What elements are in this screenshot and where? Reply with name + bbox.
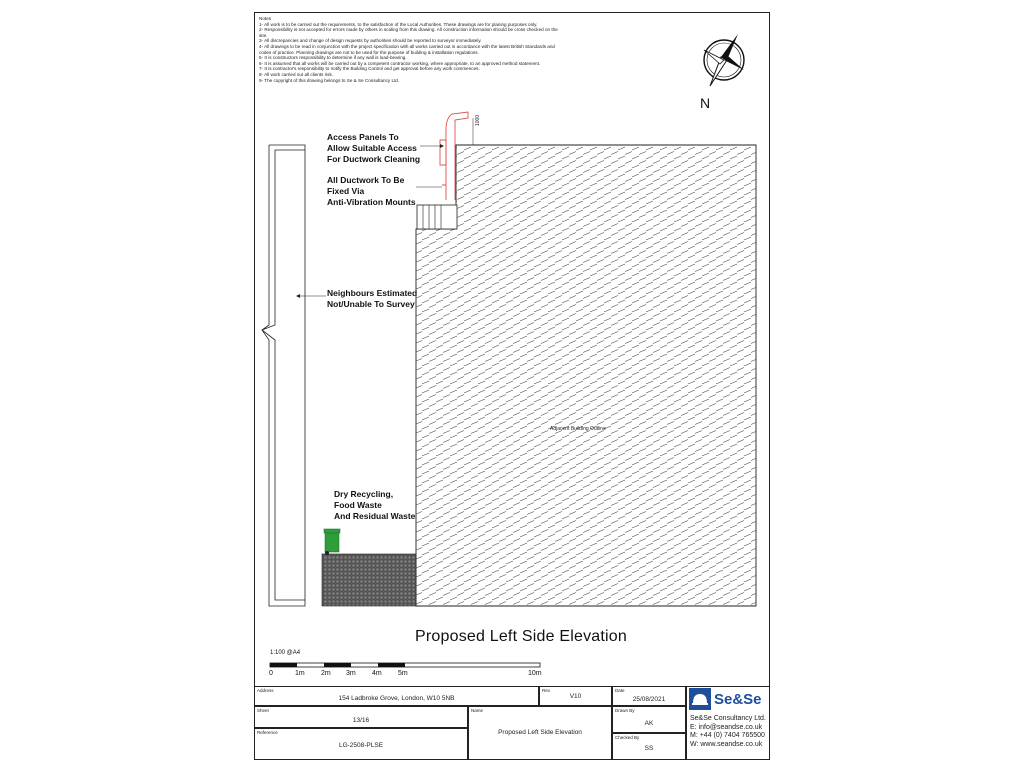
ductwork-note — [327, 175, 416, 208]
reference-label: Reference — [257, 730, 278, 735]
rev-cell — [539, 686, 612, 706]
scale-label: 1:100 @A4 — [270, 650, 301, 656]
note-5: 5- It is constructors responsibility to determine if any wall is load-bearing. — [259, 55, 407, 61]
sheet-value: 13/16 — [352, 717, 370, 724]
hard-hat-icon — [689, 688, 711, 710]
note-3: 3- All discrepancies and change of design requests by authorities should be reported to surveyor immediately. — [259, 38, 482, 44]
date-value: 25/08/2021 — [632, 696, 666, 703]
ductwork-line-3: Anti-Vibration Mounts — [327, 197, 416, 207]
company-email: E: info@seandse.co.uk — [690, 723, 763, 731]
access-panels-line-2: Allow Suitable Access — [327, 143, 417, 153]
scale-tick-3m: 3m — [346, 670, 356, 677]
waste-line-1: Dry Recycling, — [334, 489, 394, 499]
drawn-by-cell — [612, 706, 686, 733]
name-value: Proposed Left Side Elevation — [498, 729, 582, 736]
address-value: 154 Ladbroke Grove, London, W10 5NB — [338, 695, 455, 702]
access-panels-line-1: Access Panels To — [327, 132, 399, 142]
north-label: N — [700, 95, 711, 111]
note-6: 6- It is assumed that all works will be carried out by a competent contractor working, where appropriate, to an approved method statement. — [259, 60, 541, 66]
neighbours-line-2: Not/Unable To Survey — [327, 299, 415, 309]
adjacent-building-label: Adjacent Building Outline — [550, 426, 606, 432]
note-4: 4- All drawings to be read in conjunction with the project specification with all works carried out in accordance with the latest British Standards and codes of practice. Planning drawings are not to be used for the purpose of building & installation regulations. — [259, 43, 555, 55]
drawn-by-label: Drawn By — [615, 708, 635, 713]
company-web: W: www.seandse.co.uk — [690, 740, 763, 748]
drawing-title: Proposed Left Side Elevation — [415, 628, 627, 645]
note-8: 8- All work carried out all clients risk. — [259, 71, 334, 77]
date-label: Date — [615, 688, 625, 693]
company-logo — [689, 688, 762, 710]
note-1: 1- All work is to be carried out the requirements, to the satisfaction of the Local Authorities. These drawings are for planing purposes only. — [259, 21, 538, 27]
sheet-cell — [254, 706, 468, 728]
waste-note — [334, 489, 415, 522]
waste-line-2: Food Waste — [334, 500, 382, 510]
note-9: 9- The copyright of this drawing belongs to Se & Se Consultancy Ltd. — [259, 77, 400, 83]
checked-by-value: SS — [644, 745, 654, 752]
rev-label: Rev — [542, 688, 551, 693]
date-cell — [612, 686, 686, 706]
scale-tick-5m: 5m — [398, 670, 408, 677]
drawn-by-value: AK — [644, 720, 654, 727]
neighbours-line-1: Neighbours Estimated — [327, 288, 418, 298]
checked-by-cell — [612, 733, 686, 760]
ductwork-line-1: All Ductwork To Be — [327, 175, 405, 185]
neighbours-note — [327, 288, 417, 310]
scale-tick-0: 0 — [269, 670, 273, 677]
wheelie-bin-icon — [324, 529, 340, 555]
reference-value: LG-2508-PLSE — [338, 742, 384, 749]
company-contact — [690, 715, 766, 749]
sheet-label: Sheet — [257, 708, 269, 713]
company-logo-text: Se&Se — [714, 690, 762, 708]
company-name: Se&Se Consultancy Ltd. — [690, 715, 766, 722]
rev-value: V10 — [569, 693, 582, 700]
notes-heading: Notes — [259, 16, 272, 21]
note-7: 7- It is contractor's responsibility to notify the Building Control and get approval before any work commences. — [259, 66, 480, 72]
scale-tick-1m: 1m — [295, 670, 305, 677]
reference-cell — [254, 728, 468, 760]
address-cell — [254, 686, 539, 706]
ductwork-line-2: Fixed Via — [327, 186, 365, 196]
waste-line-3: And Residual Waste — [334, 511, 416, 521]
note-2: 2- Responsibility is not accepted for errors made by others in scaling from this drawing. All construction information should be cross checked on the site. — [259, 27, 558, 38]
neighbour-outline — [262, 145, 305, 606]
name-label: Name — [471, 708, 484, 713]
checked-by-label: Checked By — [615, 735, 640, 740]
address-label: Address — [257, 688, 274, 693]
dimension-label: 1000 — [475, 114, 481, 126]
boundary-wall — [322, 554, 416, 606]
name-cell — [468, 706, 612, 760]
scale-tick-2m: 2m — [321, 670, 331, 677]
company-phone: M: +44 (0) 7404 765500 — [690, 732, 765, 739]
scale-bar — [270, 663, 540, 667]
scale-tick-10m: 10m — [528, 670, 542, 677]
scale-tick-4m: 4m — [372, 670, 382, 677]
access-panels-line-3: For Ductwork Cleaning — [327, 154, 421, 164]
access-panels-note — [327, 132, 420, 165]
